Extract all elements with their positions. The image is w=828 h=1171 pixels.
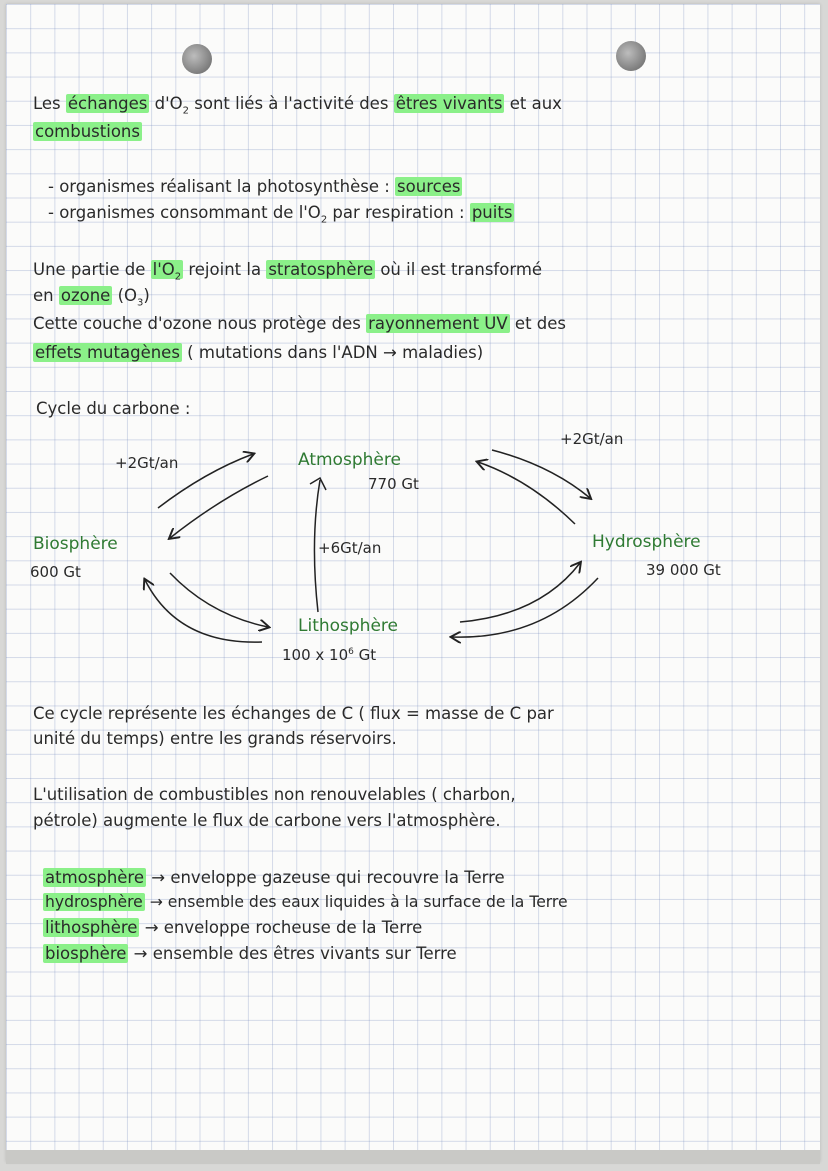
arrow-hydro-to-litho — [452, 578, 598, 637]
explain-line-4: pétrole) augmente le flux de carbone vers l'atmosphère. — [33, 811, 501, 830]
ozone-line-1: Une partie de $l'O_2$ rejoint la stratosphère où il est transformé — [33, 260, 543, 283]
arrow-hydro-to-atmo — [478, 462, 575, 524]
definition-atmosphere: atmosphère → enveloppe gazeuse qui recouvre la Terre — [45, 868, 505, 887]
atmosphere-value: 770 Gt — [368, 475, 419, 493]
cycle-title: Cycle du carbone : — [36, 399, 191, 418]
explain-line-2: unité du temps) entre les grands réservoirs. — [33, 729, 397, 748]
bullet-sources: - organismes réalisant la photosynthèse : sources — [48, 177, 461, 196]
line-atmo-litho — [314, 480, 320, 612]
ozone-line-2: en ozone $(O_3)$ — [33, 286, 150, 309]
flux-label-center: +6Gt/an — [318, 539, 382, 557]
atmosphere-label: Atmosphère — [298, 450, 401, 470]
definition-hydrosphere: hydrosphère → ensemble des eaux liquides à la surface de la Terre — [45, 893, 568, 911]
flux-label-right: +2Gt/an — [560, 430, 624, 448]
explain-line-1: Ce cycle représente les échanges de C ( flux = masse de C par — [33, 704, 554, 723]
ozone-line-3: Cette couche d'ozone nous protège des rayonnement UV et des — [33, 314, 567, 333]
arrow-bio-to-litho — [170, 573, 268, 627]
intro-line-1: Les échanges $d'O_2$ sont liés à l'activité des êtres vivants et aux — [33, 94, 562, 117]
definition-lithosphere: lithosphère → enveloppe rocheuse de la Terre — [45, 918, 423, 937]
arrow-litho-to-bio — [145, 580, 262, 642]
bullet-puits: - organismes consommant de $l'O_2$ par respiration : puits — [48, 203, 513, 226]
lithosphere-label: Lithosphère — [298, 616, 398, 636]
explain-line-3: L'utilisation de combustibles non renouvelables ( charbon, — [33, 785, 516, 804]
definition-biosphere: biosphère → ensemble des êtres vivants sur Terre — [45, 944, 457, 963]
arrow-bio-to-atmo — [158, 454, 253, 508]
biosphere-value: 600 Gt — [30, 563, 81, 581]
intro-line-2: combustions — [35, 122, 140, 141]
arrow-litho-to-hydro — [460, 563, 580, 622]
arrow-atmo-to-bio — [170, 476, 268, 538]
biosphere-label: Biosphère — [33, 534, 118, 554]
hydrosphere-value: 39 000 Gt — [646, 561, 721, 579]
flux-label-left: +2Gt/an — [115, 454, 179, 472]
hydrosphere-label: Hydrosphère — [592, 532, 701, 552]
ozone-line-4: effets mutagènes ( mutations dans l'ADN → maladies) — [35, 343, 484, 362]
lithosphere-value: 100 x $10^6$ Gt — [282, 646, 377, 664]
